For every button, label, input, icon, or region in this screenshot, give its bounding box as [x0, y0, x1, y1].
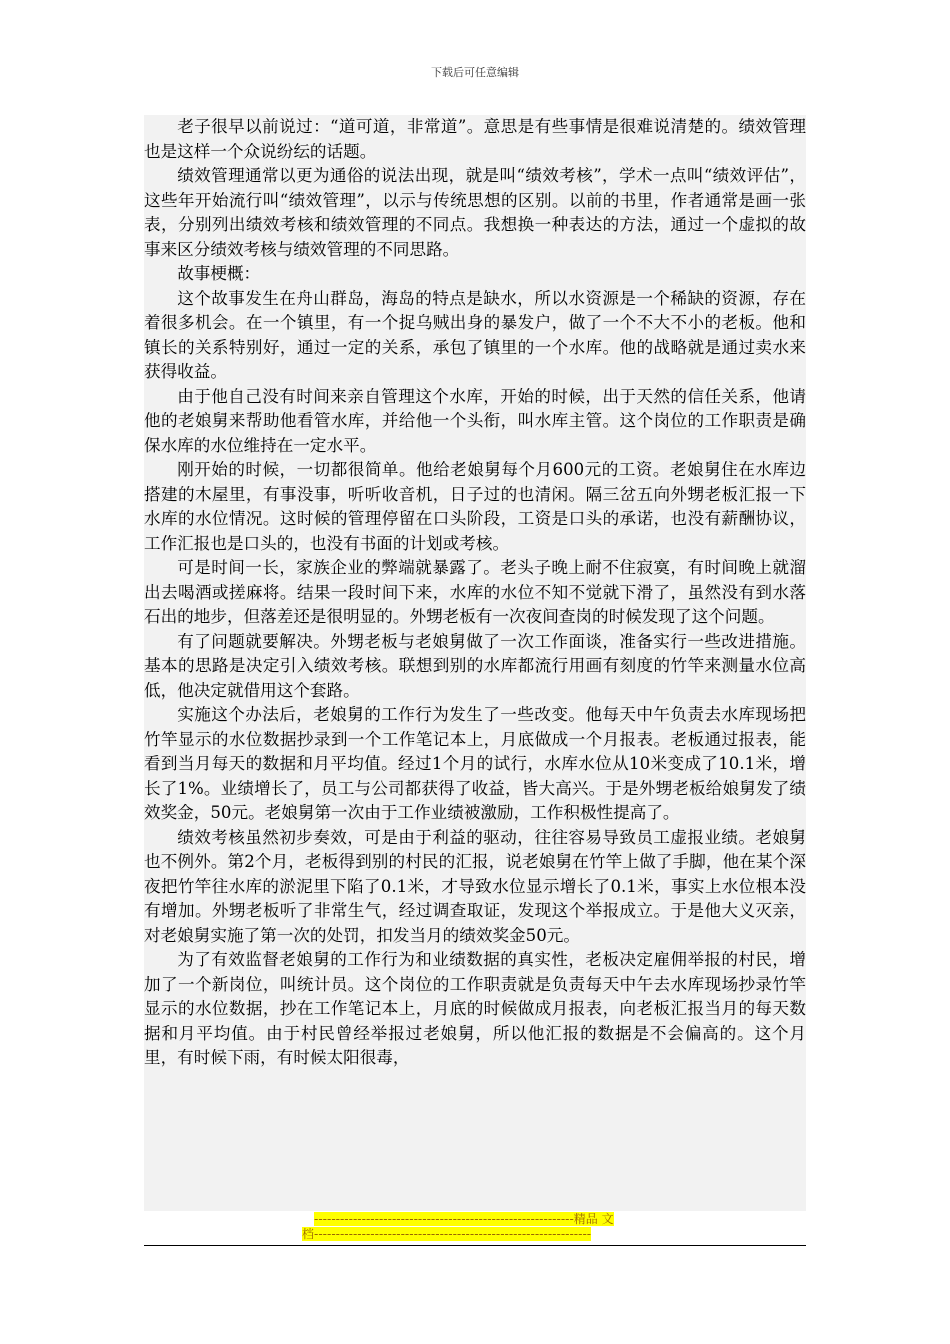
footer-line-2	[144, 1227, 806, 1242]
document-body	[144, 115, 806, 1211]
paragraph: 故事梗概：	[177, 264, 261, 283]
paragraph: 为了有效监督老娘舅的工作行为和业绩数据的真实性，老板决定雇佣举报的村民，增加了一个新岗位，叫统计员。这个岗位的工作职责就是负责每天中午去水库现场抄录竹竿显示的水位数据，抄在工作笔记本上，月底的时候做成月报表，向老板汇报当月的每天数据和月平均值。由于村民曾经举报过老娘舅，所以他汇报的数据是不会偏高的。这个月里，有时候下雨，有时候太阳很毒，	[144, 950, 806, 1067]
page-footer	[144, 1212, 806, 1242]
paragraph: 可是时间一长，家族企业的弊端就暴露了。老头子晚上耐不住寂寞，有时间晚上就溜出去喝酒或搓麻将。结果一段时间下来，水库的水位不知不觉就下滑了，虽然没有到水落石出的地步，但落差还是很明显的。外甥老板有一次夜间查岗的时候发现了这个问题。	[144, 558, 806, 626]
footer-highlight-1: ------------------------------------------------------------精品 文	[314, 1212, 614, 1226]
paragraph: 刚开始的时候，一切都很简单。他给老娘舅每个月600元的工资。老娘舅住在水库边搭建的木屋里，有事没事，听听收音机，日子过的也清闲。隔三岔五向外甥老板汇报一下水库的水位情况。这时候的管理停留在口头阶段，工资是口头的承诺，也没有薪酬协议，工作汇报也是口头的，也没有书面的计划或考核。	[144, 460, 806, 553]
paragraph: 绩效管理通常以更为通俗的说法出现，就是叫“绩效考核”，学术一点叫“绩效评估”，这些年开始流行叫“绩效管理”，以示与传统思想的区别。以前的书里，作者通常是画一张表，分别列出绩效考核和绩效管理的不同点。我想换一种表达的方法，通过一个虚拟的故事来区分绩效考核与绩效管理的不同思路。	[144, 166, 806, 259]
paragraph: 这个故事发生在舟山群岛，海岛的特点是缺水，所以水资源是一个稀缺的资源，存在着很多机会。在一个镇里，有一个捉乌贼出身的暴发户，做了一个不大不小的老板。他和镇长的关系特别好，通过一定的关系，承包了镇里的一个水库。他的战略就是通过卖水来获得收益。	[144, 288, 806, 381]
footer-highlight-2: 档----------------------------------------------------------------	[302, 1227, 592, 1241]
paragraph: 绩效考核虽然初步奏效，可是由于利益的驱动，往往容易导致员工虚报业绩。老娘舅也不例外。第2个月，老板得到别的村民的汇报，说老娘舅在竹竿上做了手脚，他在某个深夜把竹竿往水库的淤泥里下陷了0.1米，才导致水位显示增长了0.1米，事实上水位根本没有增加。外甥老板听了非常生气，经过调查取证，发现这个举报成立。于是他大义灭亲，对老娘舅实施了第一次的处罚，扣发当月的绩效奖金50元。	[144, 827, 806, 945]
paragraph: 有了问题就要解决。外甥老板与老娘舅做了一次工作面谈，准备实行一些改进措施。基本的思路是决定引入绩效考核。联想到别的水库都流行用画有刻度的竹竿来测量水位高低，他决定就借用这个套路。	[144, 631, 806, 700]
paragraph: 老子很早以前说过：“道可道，非常道”。意思是有些事情是很难说清楚的。绩效管理也是这样一个众说纷纭的话题。	[144, 117, 806, 161]
paragraph: 实施这个办法后，老娘舅的工作行为发生了一些改变。他每天中午负责去水库现场把竹竿显示的水位数据抄录到一个工作笔记本上，月底做成一个月报表。老板通过报表，能看到当月每天的数据和月平均值。经过1个月的试行，水库水位从10米变成了10.1米，增长了1%。业绩增长了，员工与公司都获得了收益，皆大高兴。于是外甥老板给娘舅发了绩效奖金，50元。老娘舅第一次由于工作业绩被激励，工作积极性提高了。	[144, 705, 806, 822]
paragraph: 由于他自己没有时间来亲自管理这个水库，开始的时候，出于天然的信任关系，他请他的老娘舅来帮助他看管水库，并给他一个头衔，叫水库主管。这个岗位的工作职责是确保水库的水位维持在一定水平。	[144, 386, 806, 455]
footer-line-1	[144, 1212, 806, 1227]
footer-rule	[144, 1245, 806, 1246]
page-header: 下载后可任意编辑	[431, 66, 519, 79]
